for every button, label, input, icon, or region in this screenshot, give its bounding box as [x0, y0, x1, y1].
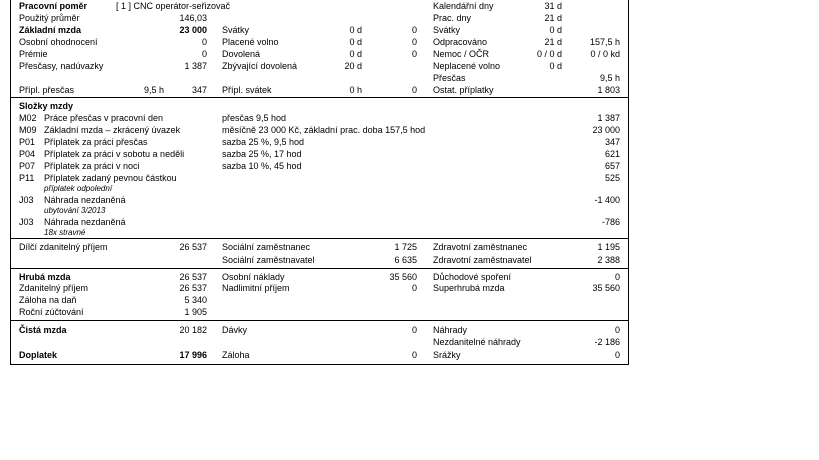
- paid-leave-label: Placené volno: [222, 37, 279, 47]
- deductions-label: Srážky: [433, 350, 461, 360]
- component-row: [11, 148, 628, 160]
- sickness-label: Nemoc / OČR: [433, 49, 490, 59]
- compensation-label: Náhrady: [433, 325, 468, 335]
- component-name: Náhrada nezdaněná: [44, 195, 126, 205]
- vacation-amount: 0: [411, 49, 417, 59]
- personal-bonus-value: 0: [201, 37, 207, 47]
- net-row: [11, 324, 628, 336]
- component-amount: 347: [604, 137, 620, 147]
- advance-label: Záloha: [222, 350, 250, 360]
- net-wage-label: Čistá mzda: [19, 325, 67, 335]
- separator: [11, 238, 628, 239]
- component-name: Příplatek zadaný pevnou částkou: [44, 173, 177, 183]
- calendar-days-value: 31 d: [544, 1, 562, 11]
- work-days-label: Prac. dny: [433, 13, 472, 23]
- remaining-vacation-days: 20 d: [344, 61, 362, 71]
- work-days-value: 21 d: [544, 13, 562, 23]
- over-limit-income-value: 0: [411, 283, 417, 293]
- holidays-right-label: Svátky: [433, 25, 461, 35]
- partial-row: [11, 241, 628, 253]
- component-code: M09: [19, 125, 37, 135]
- header-row: [11, 48, 628, 60]
- component-row: [11, 124, 628, 136]
- net-row: [11, 336, 628, 348]
- employment-label: Pracovní poměr: [19, 1, 88, 11]
- holiday-supplement-amount: 0: [411, 85, 417, 95]
- gross-wage-label: Hrubá mzda: [19, 272, 71, 282]
- overtime-supplement-hours: 9,5 h: [143, 85, 164, 95]
- super-gross-value: 35 560: [592, 283, 620, 293]
- worked-days: 21 d: [544, 37, 562, 47]
- component-code: J03: [19, 195, 34, 205]
- component-amount: -1 400: [594, 195, 620, 205]
- separator: [11, 268, 628, 269]
- partial-taxable-value: 26 537: [179, 242, 207, 252]
- vacation-label: Dovolená: [222, 49, 261, 59]
- gross-wage-value: 26 537: [179, 272, 207, 282]
- social-employee-value: 1 725: [394, 242, 417, 252]
- component-row: [11, 112, 628, 124]
- component-note: měsíčně 23 000 Kč, základní prac. doba 157,5 hod: [222, 125, 426, 135]
- component-amount: 657: [604, 161, 620, 171]
- component-name: Náhrada nezdaněná: [44, 217, 126, 227]
- social-employer-value: 6 635: [394, 255, 417, 265]
- component-code: M02: [19, 113, 37, 123]
- pension-savings-label: Důchodové spoření: [433, 272, 512, 282]
- overtime-hours-value: 9,5 h: [599, 73, 620, 83]
- personal-costs-value: 35 560: [389, 272, 417, 282]
- gross-row: [11, 282, 628, 294]
- health-employee-value: 1 195: [597, 242, 620, 252]
- header-row: [11, 0, 628, 12]
- component-code: P11: [19, 173, 35, 183]
- overtime-value: 1 387: [184, 61, 207, 71]
- personal-bonus-label: Osobní ohodnocení: [19, 37, 98, 47]
- tax-advance-label: Záloha na daň: [19, 295, 77, 305]
- header-row: [11, 12, 628, 24]
- component-amount: 23 000: [592, 125, 620, 135]
- super-gross-label: Superhrubá mzda: [433, 283, 505, 293]
- holidays-right-value: 0 d: [549, 25, 562, 35]
- component-name: Příplatek za práci v sobotu a neděli: [44, 149, 185, 159]
- component-row: [11, 160, 628, 172]
- component-subnote: příplatek odpolední: [44, 184, 113, 193]
- base-wage-label: Základní mzda: [19, 25, 82, 35]
- overtime-supplement-label: Přípl. přesčas: [19, 85, 75, 95]
- other-supplements-value: 1 803: [597, 85, 620, 95]
- overtime-supplement-value: 347: [191, 85, 207, 95]
- paid-leave-days: 0 d: [349, 37, 362, 47]
- annual-settlement-value: 1 905: [184, 307, 207, 317]
- sickness-days: 0 / 0 d: [536, 49, 562, 59]
- header-row: [11, 36, 628, 48]
- component-name: Práce přesčas v pracovní den: [44, 113, 164, 123]
- component-name: Příplatek za práci v noci: [44, 161, 140, 171]
- pension-savings-value: 0: [614, 272, 620, 282]
- health-employer-value: 2 388: [597, 255, 620, 265]
- unpaid-leave-label: Neplacené volno: [433, 61, 501, 71]
- premium-label: Prémie: [19, 49, 48, 59]
- base-wage-value: 23 000: [179, 25, 207, 35]
- component-note: sazba 10 %, 45 hod: [222, 161, 302, 171]
- paid-leave-amount: 0: [411, 37, 417, 47]
- compensation-value: 0: [614, 325, 620, 335]
- vacation-days: 0 d: [349, 49, 362, 59]
- holiday-supplement-label: Přípl. svátek: [222, 85, 272, 95]
- calendar-days-label: Kalendářní dny: [433, 1, 494, 11]
- component-subnote: ubytování 3/2013: [44, 206, 106, 215]
- worked-label: Odpracováno: [433, 37, 488, 47]
- over-limit-income-label: Nadlimitní příjem: [222, 283, 290, 293]
- used-average-label: Použitý průměr: [19, 13, 80, 23]
- holidays-days: 0 d: [349, 25, 362, 35]
- wage-components-title-row: [11, 100, 628, 112]
- component-code: P04: [19, 149, 36, 159]
- final-payment-value: 17 996: [179, 350, 207, 360]
- component-note: sazba 25 %, 17 hod: [222, 149, 302, 159]
- tax-advance-value: 5 340: [184, 295, 207, 305]
- overtime-hours-label: Přesčas: [433, 73, 466, 83]
- component-code: J03: [19, 217, 34, 227]
- component-amount: 525: [604, 173, 620, 183]
- component-note: přesčas 9,5 hod: [222, 113, 287, 123]
- gross-row: [11, 294, 628, 306]
- taxable-income-label: Zdanitelný příjem: [19, 283, 89, 293]
- component-code: P01: [19, 137, 36, 147]
- benefits-label: Dávky: [222, 325, 248, 335]
- component-note: sazba 25 %, 9,5 hod: [222, 137, 305, 147]
- employment-position: [ 1 ] CNC operátor-seřizovač: [116, 1, 231, 11]
- header-row: [11, 84, 628, 96]
- gross-row: [11, 306, 628, 318]
- header-row: [11, 72, 628, 84]
- taxable-income-value: 26 537: [179, 283, 207, 293]
- worked-hours: 157,5 h: [589, 37, 620, 47]
- partial-taxable-label: Dílčí zdanitelný příjem: [19, 242, 108, 252]
- advance-value: 0: [411, 350, 417, 360]
- premium-value: 0: [201, 49, 207, 59]
- deductions-value: 0: [614, 350, 620, 360]
- health-employee-label: Zdravotní zaměstnanec: [433, 242, 528, 252]
- holidays-label: Svátky: [222, 25, 250, 35]
- personal-costs-label: Osobní náklady: [222, 272, 285, 282]
- overtime-label: Přesčasy, nadúvazky: [19, 61, 104, 71]
- benefits-value: 0: [411, 325, 417, 335]
- holidays-amount: 0: [411, 25, 417, 35]
- separator: [11, 320, 628, 321]
- net-wage-value: 20 182: [179, 325, 207, 335]
- other-supplements-label: Ostat. příplatky: [433, 85, 494, 95]
- component-name: Základní mzda – zkrácený úvazek: [44, 125, 181, 135]
- social-employee-label: Sociální zaměstnanec: [222, 242, 311, 252]
- sickness-calendar-days: 0 / 0 kd: [590, 49, 620, 59]
- final-payment-row: [11, 349, 628, 361]
- component-subnote: 18x stravné: [44, 228, 86, 237]
- health-employer-label: Zdravotní zaměstnavatel: [433, 255, 532, 265]
- annual-settlement-label: Roční zúčtování: [19, 307, 84, 317]
- component-amount: 621: [604, 149, 620, 159]
- final-payment-label: Doplatek: [19, 350, 58, 360]
- remaining-vacation-label: Zbývající dovolená: [222, 61, 298, 71]
- untaxed-compensation-label: Nezdanitelné náhrady: [433, 337, 521, 347]
- holiday-supplement-hours: 0 h: [349, 85, 362, 95]
- partial-row: [11, 254, 628, 266]
- used-average-value: 146,03: [179, 13, 207, 23]
- component-name: Příplatek za práci přesčas: [44, 137, 148, 147]
- header-row: [11, 60, 628, 72]
- header-row: [11, 24, 628, 36]
- component-row: [11, 136, 628, 148]
- payslip: [10, 0, 629, 365]
- separator: [11, 97, 628, 98]
- component-amount: -786: [601, 217, 620, 227]
- component-amount: 1 387: [597, 113, 620, 123]
- wage-components-title: Složky mzdy: [19, 101, 74, 111]
- social-employer-label: Sociální zaměstnavatel: [222, 255, 315, 265]
- unpaid-leave-days: 0 d: [549, 61, 562, 71]
- untaxed-compensation-value: -2 186: [594, 337, 620, 347]
- component-code: P07: [19, 161, 36, 171]
